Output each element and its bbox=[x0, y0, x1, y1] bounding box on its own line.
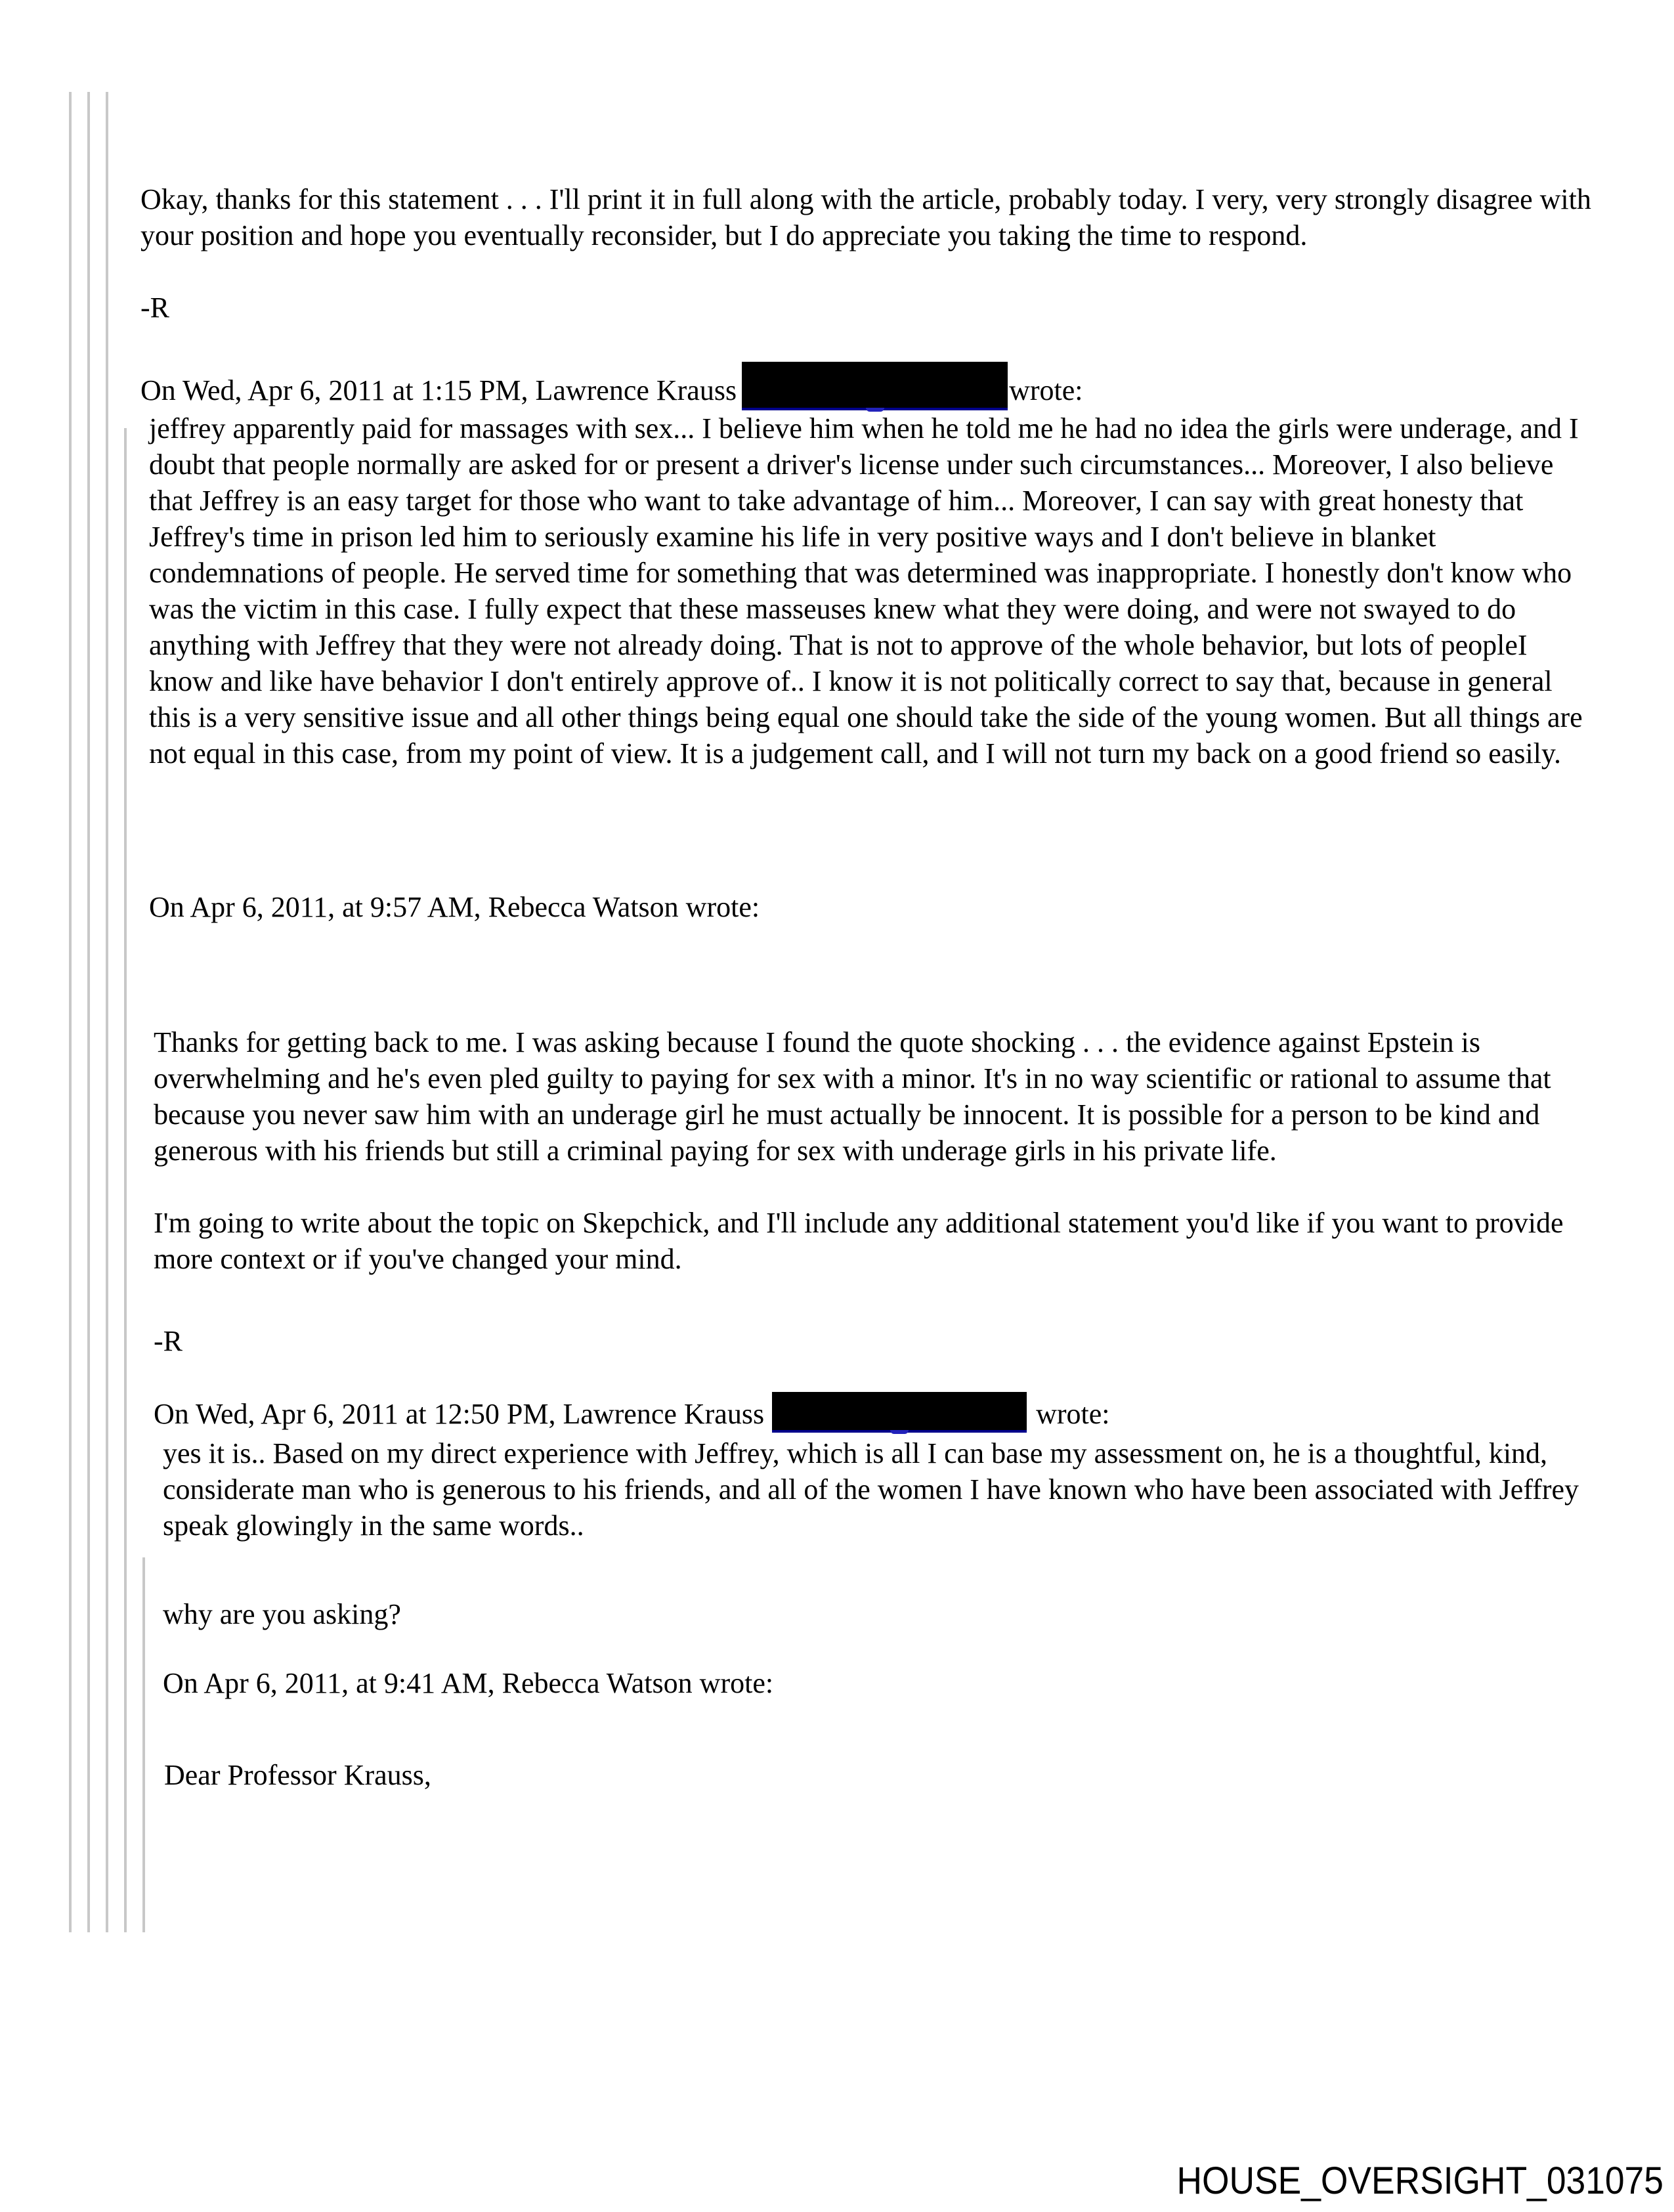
email-body-paragraph: I'm going to write about the topic on Skepchick, and I'll include any additional statement you'd like if you want to provide more context or if you've changed your mind. bbox=[154, 1207, 1564, 1275]
sender-signature: -R bbox=[154, 1325, 182, 1357]
quote-attribution-line bbox=[0, 1392, 1595, 1433]
quote-attribution-text: On Wed, Apr 6, 2011 at 1:15 PM, Lawrence Krauss bbox=[140, 374, 737, 406]
link-underline-notch bbox=[890, 1430, 909, 1434]
email-body-paragraph: Dear Professor Krauss, bbox=[164, 1759, 431, 1791]
redacted-email-address bbox=[772, 1392, 1027, 1433]
quote-attribution-line: On Apr 6, 2011, at 9:57 AM, Rebecca Watson wrote: bbox=[149, 891, 760, 923]
email-body-paragraph: Okay, thanks for this statement . . . I'll print it in full along with the article, probably today. I very, very strongly disagree with your position and hope you eventually reconsider, but I do appreciate you taking the time to respond. bbox=[140, 183, 1591, 251]
email-body-paragraph: why are you asking? bbox=[163, 1598, 401, 1630]
link-underline-notch bbox=[866, 408, 884, 412]
email-body-paragraph: Thanks for getting back to me. I was asking because I found the quote shocking . . . the evidence against Epstein is overwhelming and he's even pled guilty to paying for sex with a minor. It's in no way scientific or rational to assume that because you never saw him with an underage girl he must actually be innocent. It is possible for a person to be kind and generous with his friends but still a criminal paying for sex with underage girls in his private life. bbox=[154, 1026, 1551, 1167]
email-body-paragraph: yes it is.. Based on my direct experience with Jeffrey, which is all I can base my assessment on, he is a thoughtful, kind, considerate man who is generous to his friends, and all of the women I have known who have been associated with Jeffrey speak glowingly in the same words.. bbox=[163, 1437, 1579, 1542]
quote-attribution-text: wrote: bbox=[1036, 1398, 1110, 1430]
email-body-paragraph: jeffrey apparently paid for massages with sex... I believe him when he told me he had no idea the girls were underage, and I doubt that people normally are asked for or present a driver's license under such circumstances... Moreover, I also believe that Jeffrey is an easy target for those who want to take advantage of him... Moreover, I can say with great honesty that Jeffrey's time in prison led him to seriously examine his life in very positive ways and I don't believe in blanket condemnations of people. He served time for something that was determined was inappropriate. I honestly don't know who was the victim in this case. I fully expect that these masseuses knew what they were doing, and were not swayed to do anything with Jeffrey that they were not already doing. That is not to approve of the whole behavior, but lots of peopleI know and like have behavior I don't entirely approve of.. I know it is not politically correct to say that, because in general this is a very sensitive issue and all other things being equal one should take the side of the young women. But all things are not equal in this case, from my point of view. It is a judgement call, and I will not turn my back on a good friend so easily. bbox=[149, 412, 1583, 770]
quote-attribution-text: wrote: bbox=[1009, 374, 1083, 406]
email-thread bbox=[0, 181, 1595, 1793]
sender-signature: -R bbox=[140, 292, 169, 324]
bates-stamp: HOUSE_OVERSIGHT_031075 bbox=[1176, 2159, 1663, 2202]
quote-attribution-line bbox=[0, 362, 1595, 410]
quote-attribution-line: On Apr 6, 2011, at 9:41 AM, Rebecca Watson wrote: bbox=[163, 1667, 774, 1699]
quote-attribution-text: On Wed, Apr 6, 2011 at 12:50 PM, Lawrence Krauss bbox=[154, 1398, 765, 1430]
redacted-email-address bbox=[742, 362, 1008, 410]
